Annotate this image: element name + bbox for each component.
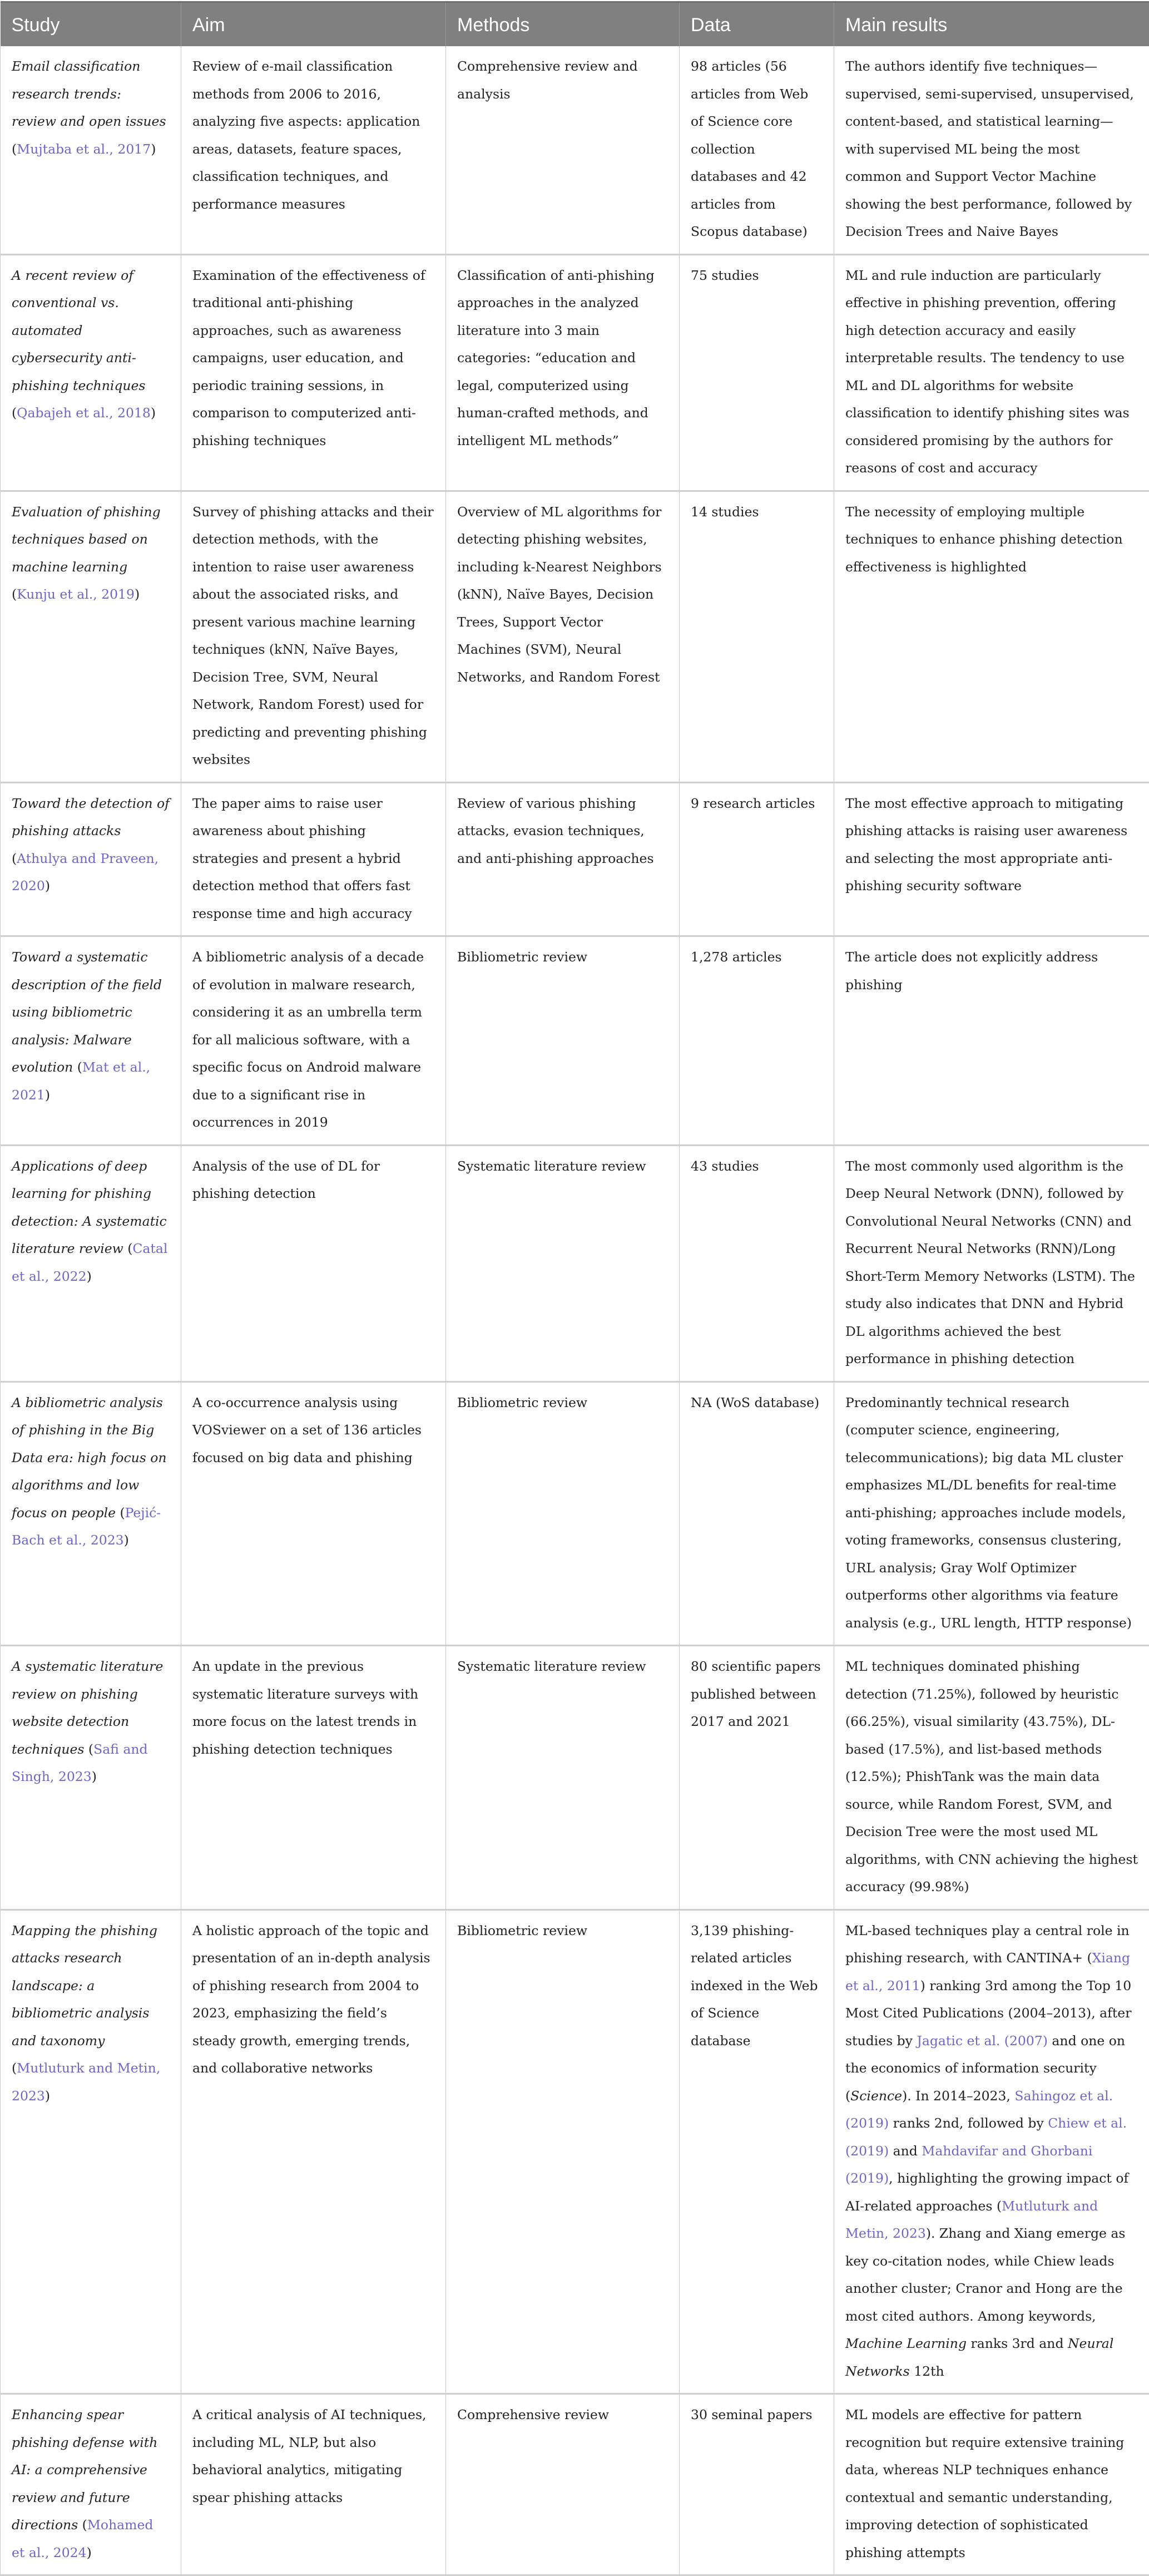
data-cell: 43 studies [680, 1145, 834, 1381]
study-title: Applications of deep learning for phishing detection: A systematic literature review [12, 1158, 167, 1257]
study-cell: Toward the detection of phishing attacks (Athulya and Praveen, 2020) [1, 782, 181, 936]
result-text: The most effective approach to mitigating phishing attacks is raising user awareness and selecting the most appropriate anti-phishing security software [845, 796, 1127, 894]
data-cell: 14 studies [680, 491, 834, 782]
main-results-cell [834, 782, 1149, 936]
aim-cell: The paper aims to raise user awareness about phishing strategies and present a hybrid detection method that offers fast response time and high accuracy [181, 782, 446, 936]
aim-cell: A critical analysis of AI techniques, including ML, NLP, but also behavioral analytics, mitigating spear phishing attacks [181, 2394, 446, 2575]
table-row [1, 1381, 1149, 1646]
study-cell: Applications of deep learning for phishing detection: A systematic literature review (Catal et al., 2022) [1, 1145, 181, 1381]
study-cell: Toward a systematic description of the field using bibliometric analysis: Malware evolution (Mat et al., 2021) [1, 936, 181, 1146]
data-cell: 30 seminal papers [680, 2394, 834, 2575]
emphasized-text: Neural Networks [845, 2336, 1113, 2379]
emphasized-text: Science [850, 2088, 902, 2104]
result-text: The necessity of employing multiple techniques to enhance phishing detection effectiveness is highlighted [845, 504, 1123, 575]
table-row [1, 782, 1149, 936]
data-cell: 3,139 phishing-related articles indexed in the Web of Science database [680, 1909, 834, 2394]
header-study: Study [1, 2, 181, 47]
result-text: ML and rule induction are particularly effective in phishing prevention, offering high detection accuracy and easily interpretable results. The tendency to use ML and DL algorithms for website classification to identify phishing sites was considered promising by the authors for reasons of cost and accuracy [845, 268, 1130, 476]
header-aim: Aim [181, 2, 446, 47]
result-text: and one on the economics of information security ( [845, 2033, 1125, 2104]
citation-link[interactable]: Jagatic et al. (2007) [917, 2033, 1048, 2049]
citation-link[interactable]: Mat et al., 2021 [12, 1059, 150, 1103]
study-title: Evaluation of phishing techniques based on machine learning [12, 504, 161, 575]
data-cell: 1,278 articles [680, 936, 834, 1146]
main-results-cell [834, 936, 1149, 1146]
methods-cell: Review of various phishing attacks, evasion techniques, and anti-phishing approaches [446, 782, 680, 936]
header-main-results: Main results [834, 2, 1149, 47]
methods-cell: Systematic literature review [446, 1646, 680, 1910]
data-cell: 75 studies [680, 254, 834, 491]
emphasized-text: Machine Learning [845, 2336, 967, 2351]
main-results-cell [834, 1646, 1149, 1910]
table-row [1, 1145, 1149, 1381]
result-text: ML models are effective for pattern recognition but require extensive training data, whereas NLP techniques enhance contextual and semantic understanding, improving detection of sophisticated phishing attempts [845, 2407, 1124, 2560]
aim-cell: An update in the previous systematic literature surveys with more focus on the latest trends in phishing detection techniques [181, 1646, 446, 1910]
result-text: ML techniques dominated phishing detection (71.25%), followed by heuristic (66.25%), visual similarity (43.75%), DL-based (17.5%), and list-based methods (12.5%); PhishTank was the main data source, while Random Forest, SVM, and Decision Tree were the most used ML algorithms, with CNN achieving the highest accuracy (99.98%) [845, 1659, 1138, 1894]
table-row [1, 1909, 1149, 2394]
citation-link[interactable]: Catal et al., 2022 [12, 1241, 167, 1284]
methods-cell: Overview of ML algorithms for detecting phishing websites, including k-Nearest Neighbors (kNN), Naïve Bayes, Decision Trees, Support Vector Machines (SVM), Neural Networks, and Random Forest [446, 491, 680, 782]
citation-link[interactable]: Mutluturk and Metin, 2023 [12, 2060, 160, 2104]
study-cell: Evaluation of phishing techniques based on machine learning (Kunju et al., 2019) [1, 491, 181, 782]
methods-cell: Bibliometric review [446, 1909, 680, 2394]
result-text: ). Zhang and Xiang emerge as key co-citation nodes, while Chiew leads another cluster; Cranor and Hong are the most cited authors. Among keywords, [845, 2225, 1125, 2324]
citation-link[interactable]: Pejić-Bach et al., 2023 [12, 1505, 161, 1548]
main-results-cell [834, 1145, 1149, 1381]
table-row [1, 1646, 1149, 1910]
result-text: , highlighting the growing impact of AI-related approaches ( [845, 2170, 1128, 2214]
table-row [1, 2394, 1149, 2575]
main-results-cell [834, 1381, 1149, 1646]
result-text: ML-based techniques play a central role in phishing research, with CANTINA+ ( [845, 1923, 1130, 1966]
study-title: Toward the detection of phishing attacks [12, 796, 170, 839]
table-row [1, 936, 1149, 1146]
study-title: A systematic literature review on phishing website detection techniques [12, 1659, 163, 1757]
methods-cell: Classification of anti-phishing approaches in the analyzed literature into 3 main categories: “education and legal, computerized using human-crafted methods, and intelligent ML methods” [446, 254, 680, 491]
main-results-cell [834, 2394, 1149, 2575]
study-cell: A bibliometric analysis of phishing in the Big Data era: high focus on algorithms and low focus on people (Pejić-Bach et al., 2023) [1, 1381, 181, 1646]
methods-cell: Comprehensive review [446, 2394, 680, 2575]
data-cell: 80 scientific papers published between 2017 and 2021 [680, 1646, 834, 1910]
citation-link[interactable]: Mutluturk and Metin, 2023 [845, 2198, 1098, 2242]
citation-link[interactable]: Kunju et al., 2019 [17, 586, 135, 602]
citation-link[interactable]: Chiew et al. (2019) [845, 2115, 1127, 2159]
aim-cell: Survey of phishing attacks and their detection methods, with the intention to raise user awareness about the associated risks, and present various machine learning techniques (kNN, Naïve Bayes, Decision Tree, SVM, Neural Network, Random Forest) used for predicting and preventing phishing websites [181, 491, 446, 782]
result-text: Predominantly technical research (computer science, engineering, telecommunications); big data ML cluster emphasizes ML/DL benefits for real-time anti-phishing; approaches include models, voting frameworks, consensus clustering, URL analysis; Gray Wolf Optimizer outperforms other algorithms via feature analysis (e.g., URL length, HTTP response) [845, 1395, 1132, 1631]
study-title: A bibliometric analysis of phishing in the Big Data era: high focus on algorithms and low focus on people [12, 1395, 167, 1521]
aim-cell: Examination of the effectiveness of traditional anti-phishing approaches, such as awareness campaigns, user education, and periodic training sessions, in comparison to computerized anti-phishing techniques [181, 254, 446, 491]
aim-cell: A bibliometric analysis of a decade of evolution in malware research, considering it as an umbrella term for all malicious software, with a specific focus on Android malware due to a significant rise in occurrences in 2019 [181, 936, 446, 1146]
header-data: Data [680, 2, 834, 47]
citation-link[interactable]: Athulya and Praveen, 2020 [12, 851, 159, 894]
study-cell: A systematic literature review on phishing website detection techniques (Safi and Singh, 2023) [1, 1646, 181, 1910]
aim-cell: Analysis of the use of DL for phishing detection [181, 1145, 446, 1381]
citation-link[interactable]: Mohamed et al., 2024 [12, 2517, 153, 2560]
table-row [1, 254, 1149, 491]
main-results-cell [834, 46, 1149, 254]
study-title: Enhancing spear phishing defense with AI: a comprehensive review and future directions [12, 2407, 157, 2533]
result-text: ) ranking 3rd among the Top 10 Most Cited Publications (2004–2013), after studies by [845, 1978, 1131, 2049]
aim-cell: Review of e-mail classification methods from 2006 to 2016, analyzing five aspects: application areas, datasets, feature spaces, classification techniques, and performance measures [181, 46, 446, 254]
data-cell: NA (WoS database) [680, 1381, 834, 1646]
citation-link[interactable]: Qabajeh et al., 2018 [17, 405, 151, 421]
header-methods: Methods [446, 2, 680, 47]
result-text: ranks 3rd and [967, 2336, 1068, 2351]
result-text: and [889, 2143, 922, 2159]
table-row [1, 46, 1149, 254]
citation-link[interactable]: Mujtaba et al., 2017 [17, 141, 151, 157]
methods-cell: Bibliometric review [446, 1381, 680, 1646]
result-text: The article does not explicitly address phishing [845, 949, 1098, 993]
table-row [1, 491, 1149, 782]
main-results-cell [834, 254, 1149, 491]
table-body [1, 46, 1149, 2575]
methods-cell: Comprehensive review and analysis [446, 46, 680, 254]
literature-review-table [0, 1, 1149, 2576]
result-text: ). In 2014–2023, [902, 2088, 1014, 2104]
result-text: The most commonly used algorithm is the Deep Neural Network (DNN), followed by Convolutional Neural Networks (CNN) and Recurrent Neural Networks (RNN)/Long Short-Term Memory Networks (LSTM). The study also indicates that DNN and Hybrid DL algorithms achieved the best performance in phishing detection [845, 1158, 1135, 1367]
study-title: Mapping the phishing attacks research landscape: a bibliometric analysis and taxonomy [12, 1923, 157, 2049]
study-cell: Mapping the phishing attacks research landscape: a bibliometric analysis and taxonomy (Mutluturk and Metin, 2023) [1, 1909, 181, 2394]
aim-cell: A holistic approach of the topic and presentation of an in-depth analysis of phishing research from 2004 to 2023, emphasizing the field’s steady growth, emerging trends, and collaborative networks [181, 1909, 446, 2394]
methods-cell: Systematic literature review [446, 1145, 680, 1381]
citation-link[interactable]: Mahdavifar and Ghorbani (2019) [845, 2143, 1092, 2187]
methods-cell: Bibliometric review [446, 936, 680, 1146]
result-text: The authors identify five techniques—supervised, semi-supervised, unsupervised, content-based, and statistical learning—with supervised ML being the most common and Support Vector Machine showing the best performance, followed by Decision Trees and Naive Bayes [845, 58, 1134, 239]
study-cell: Enhancing spear phishing defense with AI: a comprehensive review and future directions (Mohamed et al., 2024) [1, 2394, 181, 2575]
result-text: 12th [910, 2363, 944, 2379]
study-title: A recent review of conventional vs. automated cybersecurity anti-phishing techniques [12, 268, 146, 393]
citation-link[interactable]: Xiang et al., 2011 [845, 1950, 1130, 1993]
citation-link[interactable]: Sahingoz et al. (2019) [845, 2088, 1113, 2131]
citation-link[interactable]: Safi and Singh, 2023 [12, 1741, 148, 1785]
main-results-cell [834, 491, 1149, 782]
study-cell: A recent review of conventional vs. automated cybersecurity anti-phishing techniques (Qabajeh et al., 2018) [1, 254, 181, 491]
result-text: ranks 2nd, followed by [889, 2115, 1048, 2131]
data-cell: 98 articles (56 articles from Web of Science core collection databases and 42 articles from Scopus database) [680, 46, 834, 254]
aim-cell: A co-occurrence analysis using VOSviewer on a set of 136 articles focused on big data and phishing [181, 1381, 446, 1646]
table-header-row [1, 2, 1149, 47]
data-cell: 9 research articles [680, 782, 834, 936]
study-title: Email classification research trends: review and open issues [12, 58, 166, 129]
main-results-cell [834, 1909, 1149, 2394]
study-title: Toward a systematic description of the field using bibliometric analysis: Malware evolution [12, 949, 162, 1075]
study-cell: Email classification research trends: review and open issues (Mujtaba et al., 2017) [1, 46, 181, 254]
